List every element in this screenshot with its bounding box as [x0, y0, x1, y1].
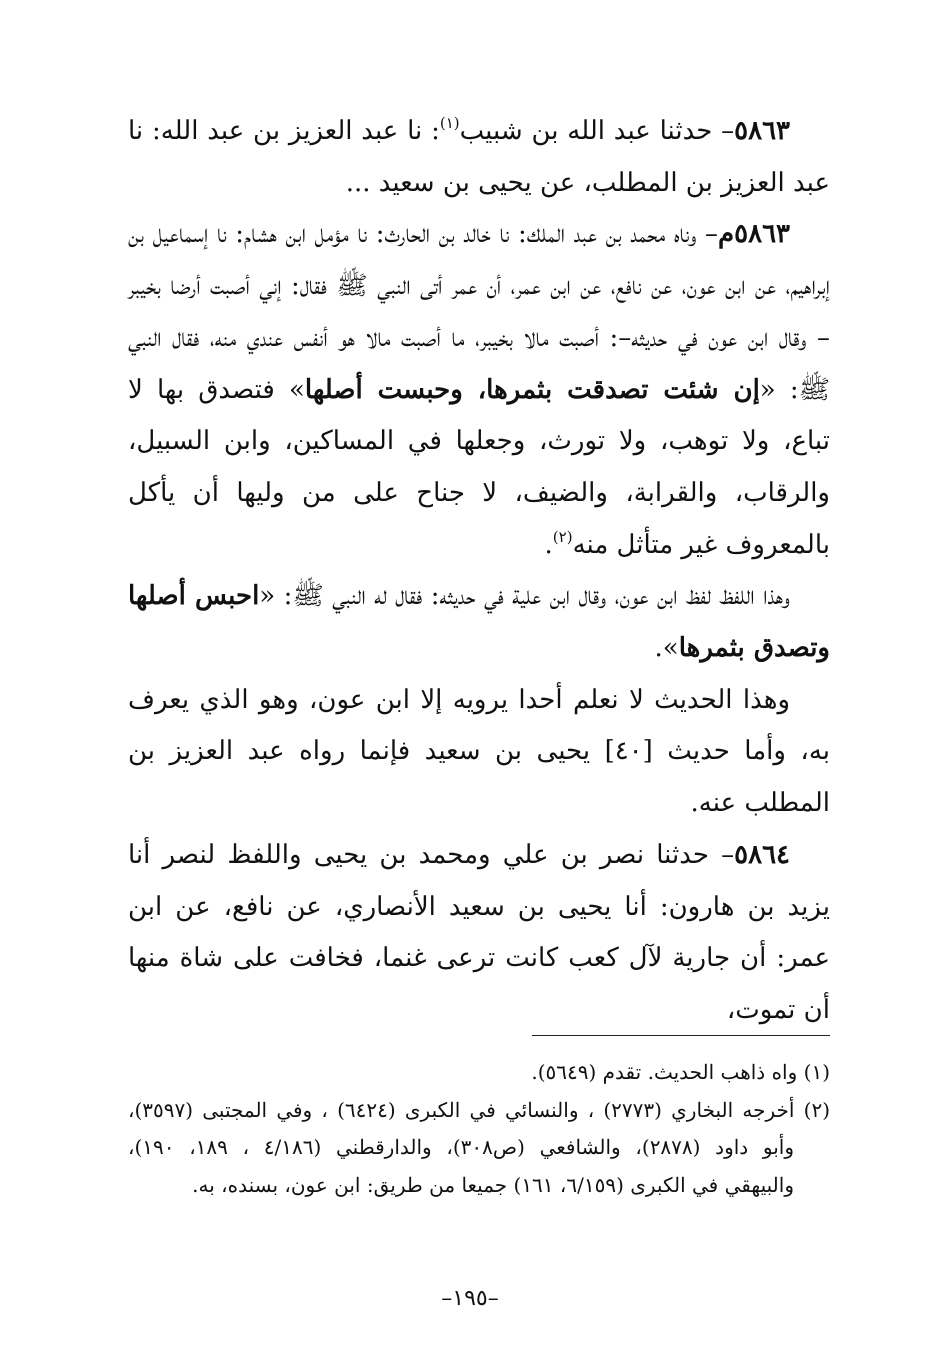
footnotes [128, 1054, 830, 1204]
footnote-marker: (١) [803, 1060, 830, 1084]
entry-text: ». [654, 633, 679, 664]
commentary-paragraph [128, 675, 830, 830]
hadith-quote: احبس أصلها وتصدق بثمرها [128, 581, 830, 664]
footnote-reference[interactable]: (٢) [552, 527, 573, 546]
hadith-entry-5863 [128, 106, 830, 209]
footnote-text: واه ذاهب الحديث. تقدم (٥٦٤٩). [531, 1060, 798, 1084]
entry-number: ٥٨٦٣ [734, 116, 791, 146]
entry-number: ٥٨٦٤ [734, 839, 790, 870]
hadith-quote: إن شئت تصدقت بثمرها، وحبست أصلها [304, 374, 760, 405]
page-number: –١٩٥– [441, 1286, 499, 1311]
footnote-reference[interactable]: (١) [439, 114, 460, 132]
hadith-entry-5863m [128, 209, 830, 571]
entry-text: – حدثنا عبد الله بن شبيب [459, 116, 735, 146]
footnote-marker: (٢) [803, 1097, 831, 1122]
entry-text: – حدثنا نصر بن علي ومحمد بن يحيى واللفظ لنصر أنا يزيد بن هارون: أنا يحيى بن سعيد الأنصاري، عن نافع، عن ابن عمر: أن جارية لآل كعب كانت ترعى غنما، فخافت على شاة منها أن تموت، [128, 839, 830, 1025]
footnote-1 [128, 1054, 830, 1092]
entry-text: . [544, 529, 553, 560]
footnote-2 [128, 1092, 830, 1205]
commentary-paragraph [128, 571, 830, 674]
footnote-divider [532, 1035, 830, 1036]
footnote-text: أخرجه البخاري (٢٧٧٣) ، والنسائي في الكبرى (٦٤٢٤) ، وفي المجتبى (٣٥٩٧)، وأبو داود (٢٨٧٨)، والشافعي (ص٣٠٨)، والدارقطني (٤/١٨٦ ، ١٨٩، ١٩٠)، والبيهقي في الكبرى (٦/١٥٩، ١٦١) جميعا من طريق: ابن عون، بسنده، به. [128, 1097, 795, 1197]
entry-number: ٥٨٦٣م [718, 219, 790, 250]
entry-text: وهذا الحديث لا نعلم أحدا يرويه إلا ابن عون، وهو الذي يعرف به، وأما حديث [٤٠] يحيى بن سعيد فإنما رواه عبد العزيز بن المطلب عنه. [128, 684, 830, 819]
entry-text: – وناه محمد بن عبد الملك: نا خالد بن الحارث: نا مؤمل ابن هشام: نا إسماعيل بن إبراهيم، عن ابن عون، عن نافع، عن ابن عمر، أن عمر أتى النبي ﷺ فقال: إني أصبت أرضا بخيبر – وقال ابن عون في حديثه–: أصبت مالا بخيبر، ما أصبت مالا هو أنفس عندي منه، فقال النبي ﷺ: « [128, 219, 830, 405]
main-text [128, 106, 830, 1037]
entry-text: وهذا اللفظ لفظ ابن عون، وقال ابن علية في حديثه: فقال له النبي ﷺ: « [259, 581, 790, 612]
entry-text: : نا عبد العزيز بن عبد الله: نا عبد العزيز بن المطلب، عن يحيى بن سعيد ... [128, 116, 830, 198]
entry-text: » فتصدق بها لا تباع، ولا توهب، ولا تورث، وجعلها في المساكين، وابن السبيل، والرقاب، والقرابة، والضيف، لا جناح على من وليها أن يأكل بالمعروف غير متأثل منه [128, 374, 830, 560]
hadith-entry-5864 [128, 830, 830, 1037]
